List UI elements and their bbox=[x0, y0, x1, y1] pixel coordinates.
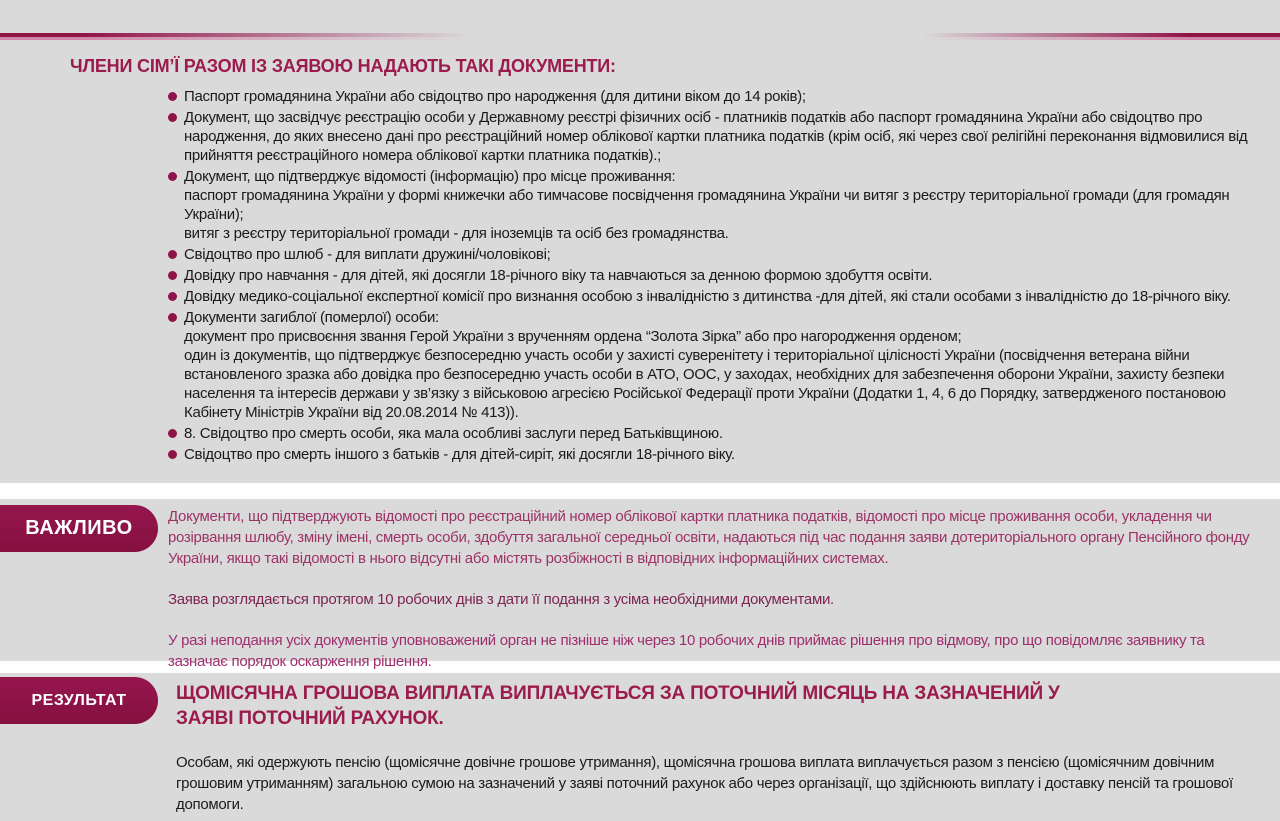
list-item-text: Документи загиблої (померлої) особи: документ про присвоєння звання Герой України з врученням ордена “Золота Зірка” або про нагородження орденом; один із документів, що підтверджує безпосередню участь особи у захисті суверенітету і територіальної цілісності України (посвідчення ветерана війни встановленого зразка або довідка про безпосередню участь особи в АТО, ООС, у заходах, необхідних для забезпечення оборони України, захисту безпеки населення та інтересів держави у зв’язку з військовою агресією Російської Федерації проти України (Додатки 1, 4, 6 до Порядку, затвердженого постановою Кабінету Міністрів України від 20.08.2014 № 413)). bbox=[184, 309, 1226, 421]
documents-section-title: ЧЛЕНИ СІМ’Ї РАЗОМ ІЗ ЗАЯВОЮ НАДАЮТЬ ТАКІ ДОКУМЕНТИ: bbox=[70, 56, 616, 76]
gradient-divider bbox=[0, 33, 1280, 40]
list-item-text: Довідку про навчання - для дітей, які досягли 18-річного віку та навчаються за денною формою здобуття освіти. bbox=[184, 267, 933, 284]
list-item-text: Свідоцтво про шлюб - для виплати дружині/чоловікові; bbox=[184, 246, 551, 263]
result-title: ЩОМІСЯЧНА ГРОШОВА ВИПЛАТА ВИПЛАЧУЄТЬСЯ ЗА ПОТОЧНИЙ МІСЯЦЬ НА ЗАЗНАЧЕНИЙ У ЗАЯВІ ПОТОЧНИЙ РАХУНОК. bbox=[176, 683, 1060, 729]
list-item bbox=[168, 108, 1254, 165]
important-paragraph: У разі неподання усіх документів уповноважений орган не пізніше ніж через 10 робочих днів приймає рішення про відмову, про що повідомляє заявнику та зазначає порядок оскарження рішення. bbox=[168, 632, 1205, 670]
bullet-icon bbox=[168, 172, 177, 181]
result-content bbox=[176, 681, 1250, 815]
bullet-icon bbox=[168, 429, 177, 438]
list-item-text: Довідку медико-соціальної експертної комісії про визнання особою з інвалідністю з дитинства -для дітей, які стали особами з інвалідністю до 18-річного віку. bbox=[184, 288, 1231, 305]
list-item-text: Документ, що підтверджує відомості (інформацію) про місце проживання: паспорт громадянина України у формі книжечки або тимчасове посвідчення громадянина України чи витяг з реєстру територіальної громади (для громадян України); витяг з реєстру територіальної громади - для іноземців та осіб без громадянства. bbox=[184, 168, 1230, 242]
list-item bbox=[168, 308, 1254, 422]
important-section bbox=[0, 499, 1280, 670]
result-paragraph: Особам, які одержують пенсію (щомісячне довічне грошове утримання), щомісячна грошова виплата виплачується разом з пенсією (щомісячним довічним грошовим утриманням) загальною сумою на зазначений у заяві поточний рахунок або через організації, що здійснюють виплату і доставку пенсій та грошової допомоги. bbox=[176, 754, 1233, 813]
bullet-icon bbox=[168, 271, 177, 280]
bullet-icon bbox=[168, 250, 177, 259]
bullet-icon bbox=[168, 113, 177, 122]
bullet-icon bbox=[168, 313, 177, 322]
list-item-text: 8. Свідоцтво про смерть особи, яка мала особливі заслуги перед Батьківщиною. bbox=[184, 425, 723, 442]
section-gap bbox=[0, 483, 1280, 499]
important-paragraph: Заява розглядається протягом 10 робочих днів з дати її подання з усіма необхідними документами. bbox=[168, 591, 834, 608]
list-item-text: Паспорт громадянина України або свідоцтво про народження (для дитини віком до 14 років); bbox=[184, 88, 806, 105]
documents-list bbox=[168, 87, 1254, 466]
important-paragraph: Документи, що підтверджують відомості про реєстраційний номер облікової картки платника податків, відомості про місце проживання особи, укладення чи розірвання шлюбу, зміну імені, смерть особи, здобуття загальної середньої освіти, надаються під час подання заяви дотериторіального органу Пенсійного фонду України, якщо такі відомості в нього відсутні або містять розбіжності в відповідних інформаційних системах. bbox=[168, 508, 1250, 567]
list-item bbox=[168, 167, 1254, 243]
bullet-icon bbox=[168, 292, 177, 301]
important-paragraphs bbox=[168, 506, 1252, 672]
list-item bbox=[168, 87, 1254, 106]
list-item-text: Документ, що засвідчує реєстрацію особи у Державному реєстрі фізичних осіб - платників податків або паспорт громадянина України або свідоцтво про народження, до яких внесено дані про реєстраційний номер облікової картки платника податків (крім осіб, які через свої релігійні переконання відмовилися від прийняття реєстраційного номера облікової картки платника податків).; bbox=[184, 109, 1248, 164]
list-item bbox=[168, 245, 1254, 264]
important-badge: ВАЖЛИВО bbox=[0, 505, 158, 552]
list-item bbox=[168, 424, 1254, 443]
list-item bbox=[168, 287, 1254, 306]
bullet-icon bbox=[168, 92, 177, 101]
list-item bbox=[168, 445, 1254, 464]
list-item bbox=[168, 266, 1254, 285]
result-section bbox=[0, 673, 1280, 821]
result-badge: РЕЗУЛЬТАТ bbox=[0, 677, 158, 724]
list-item-text: Свідоцтво про смерть іншого з батьків - для дітей-сиріт, які досягли 18-річного віку. bbox=[184, 446, 735, 463]
bullet-icon bbox=[168, 450, 177, 459]
